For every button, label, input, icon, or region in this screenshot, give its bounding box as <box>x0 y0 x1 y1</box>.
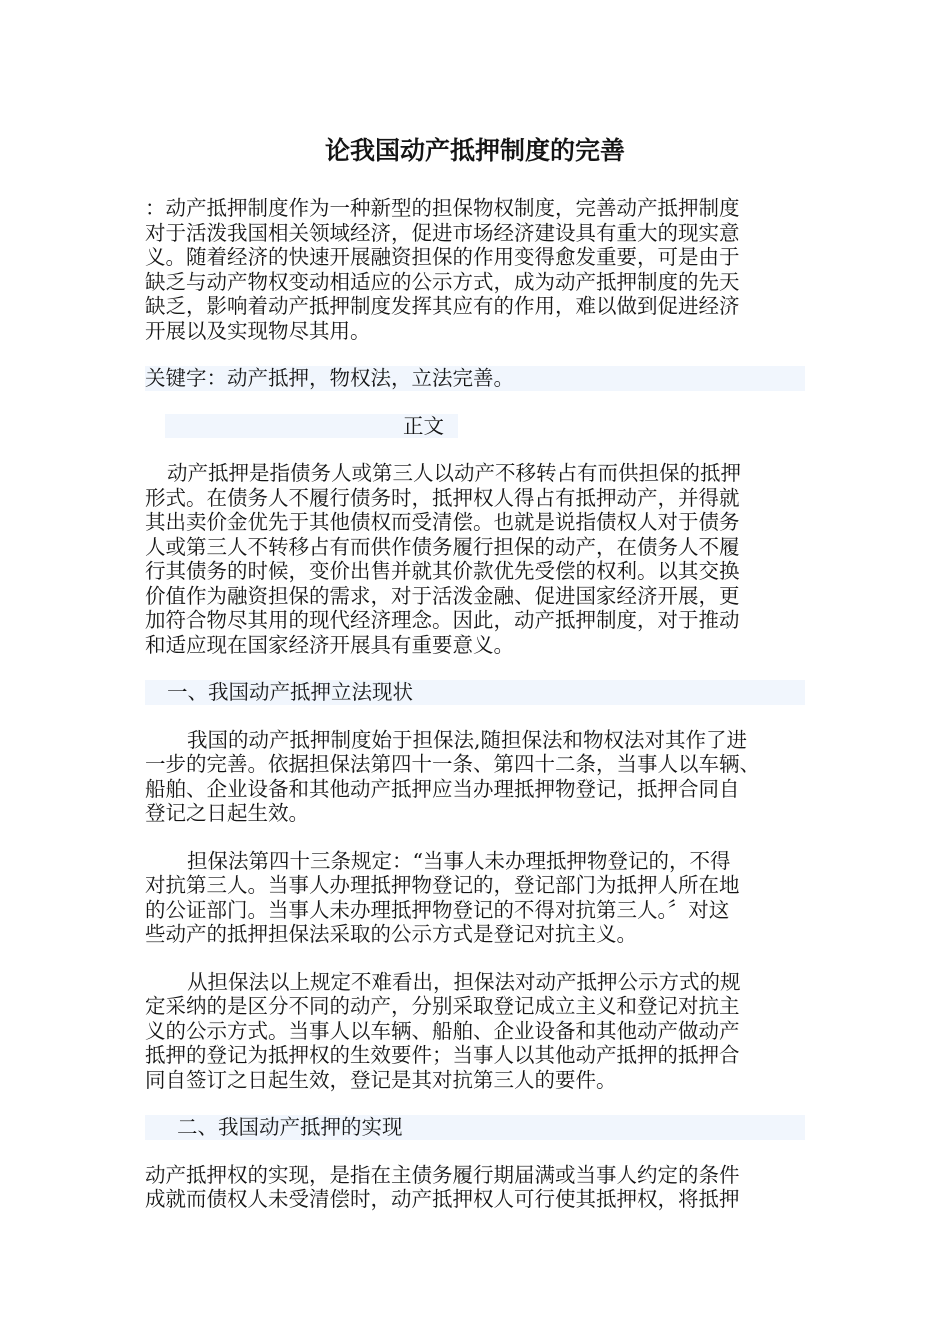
section1-paragraph-1 <box>145 728 805 826</box>
section1-p3-line: 抵押的登记为抵押权的生效要件；当事人以其他动产抵押的抵押合 <box>145 1043 740 1067</box>
abstract-line: 开展以及实现物尽其用。 <box>145 318 371 343</box>
section1-p2-line: 的公证部门。当事人未办理抵押物登记的不得对抗第三人。〞对这 <box>145 897 730 922</box>
section2-heading: 二、我国动产抵押的实现 <box>145 1115 805 1140</box>
intro-line: 和适应现在国家经济开展具有重要意义。 <box>145 632 514 657</box>
document-title: 论我国动产抵押制度的完善 <box>324 136 625 165</box>
section1-p1-line: 我国的动产抵押制度始于担保法,随担保法和物权法对其作了进 <box>187 727 748 752</box>
section1-p1-line: 一步的完善。依据担保法第四十一条、第四十二条，当事人以车辆、 <box>145 752 760 776</box>
intro-line: 其出卖价金优先于其他债权而受清偿。也就是说指债权人对于债务 <box>145 510 740 534</box>
section1-p1-line: 船舶、企业设备和其他动产抵押应当办理抵押物登记，抵押合同自 <box>145 776 740 801</box>
section1-p2-line: 对抗第三人。当事人办理抵押物登记的，登记部门为抵押人所在地 <box>145 873 740 897</box>
section1-p3-line: 定采纳的是区分不同的动产，分别采取登记成立主义和登记对抗主 <box>145 994 740 1018</box>
section1-p3-line: 同自签订之日起生效，登记是其对抗第三人的要件。 <box>145 1067 617 1092</box>
document-body <box>145 196 805 1235</box>
section1-p2-line: 些动产的抵押担保法采取的公示方式是登记对抗主义。 <box>145 922 637 946</box>
abstract-line: 义。随着经济的快速开展融资担保的作用变得愈发重要，可是由于 <box>145 245 740 269</box>
main-heading: 正文 <box>145 414 805 439</box>
section1-p3-line: 从担保法以上规定不难看出，担保法对动产抵押公示方式的规 <box>187 969 741 994</box>
intro-line: 人或第三人不转移占有而供作债务履行担保的动产，在债务人不履 <box>145 534 740 559</box>
intro-line: 形式。在债务人不履行债务时，抵押权人得占有抵押动产，并得就 <box>145 485 740 510</box>
intro-paragraph <box>145 461 805 657</box>
keywords-line: 关键字：动产抵押，物权法，立法完善。 <box>145 366 805 391</box>
abstract-line: ：动产抵押制度作为一种新型的担保物权制度，完善动产抵押制度 <box>145 196 740 220</box>
abstract-line: 对于活泼我国相关领域经济，促进市场经济建设具有重大的现实意 <box>145 220 740 245</box>
abstract-line: 缺乏，影响着动产抵押制度发挥其应有的作用，难以做到促进经济 <box>145 294 740 318</box>
abstract-line: 缺乏与动产物权变动相适应的公示方式，成为动产抵押制度的先天 <box>145 269 740 294</box>
section1-heading: 一、我国动产抵押立法现状 <box>145 680 805 705</box>
section1-paragraph-2 <box>145 849 805 947</box>
intro-line: 加符合物尽其用的现代经济理念。因此，动产抵押制度，对于推动 <box>145 608 740 632</box>
abstract-paragraph <box>145 196 805 343</box>
section1-p1-line: 登记之日起生效。 <box>145 801 309 825</box>
section2-p1-line: 动产抵押权的实现，是指在主债务履行期届满或当事人约定的条件 <box>145 1162 740 1187</box>
section1-p2-line: 担保法第四十三条规定：“当事人未办理抵押物登记的，不得 <box>187 848 731 873</box>
section2-paragraph-1 <box>145 1163 805 1212</box>
intro-line: 行其债务的时候，变价出售并就其价款优先受偿的权利。以其交换 <box>145 559 740 583</box>
section1-paragraph-3 <box>145 970 805 1093</box>
intro-line: 动产抵押是指债务人或第三人以动产不移转占有而供担保的抵押 <box>167 461 741 485</box>
section1-p3-line: 义的公示方式。当事人以车辆、船舶、企业设备和其他动产做动产 <box>145 1018 740 1043</box>
intro-line: 价值作为融资担保的需求，对于活泼金融、促进国家经济开展，更 <box>145 583 740 608</box>
section2-p1-line: 成就而债权人未受清偿时，动产抵押权人可行使其抵押权，将抵押 <box>145 1187 740 1211</box>
